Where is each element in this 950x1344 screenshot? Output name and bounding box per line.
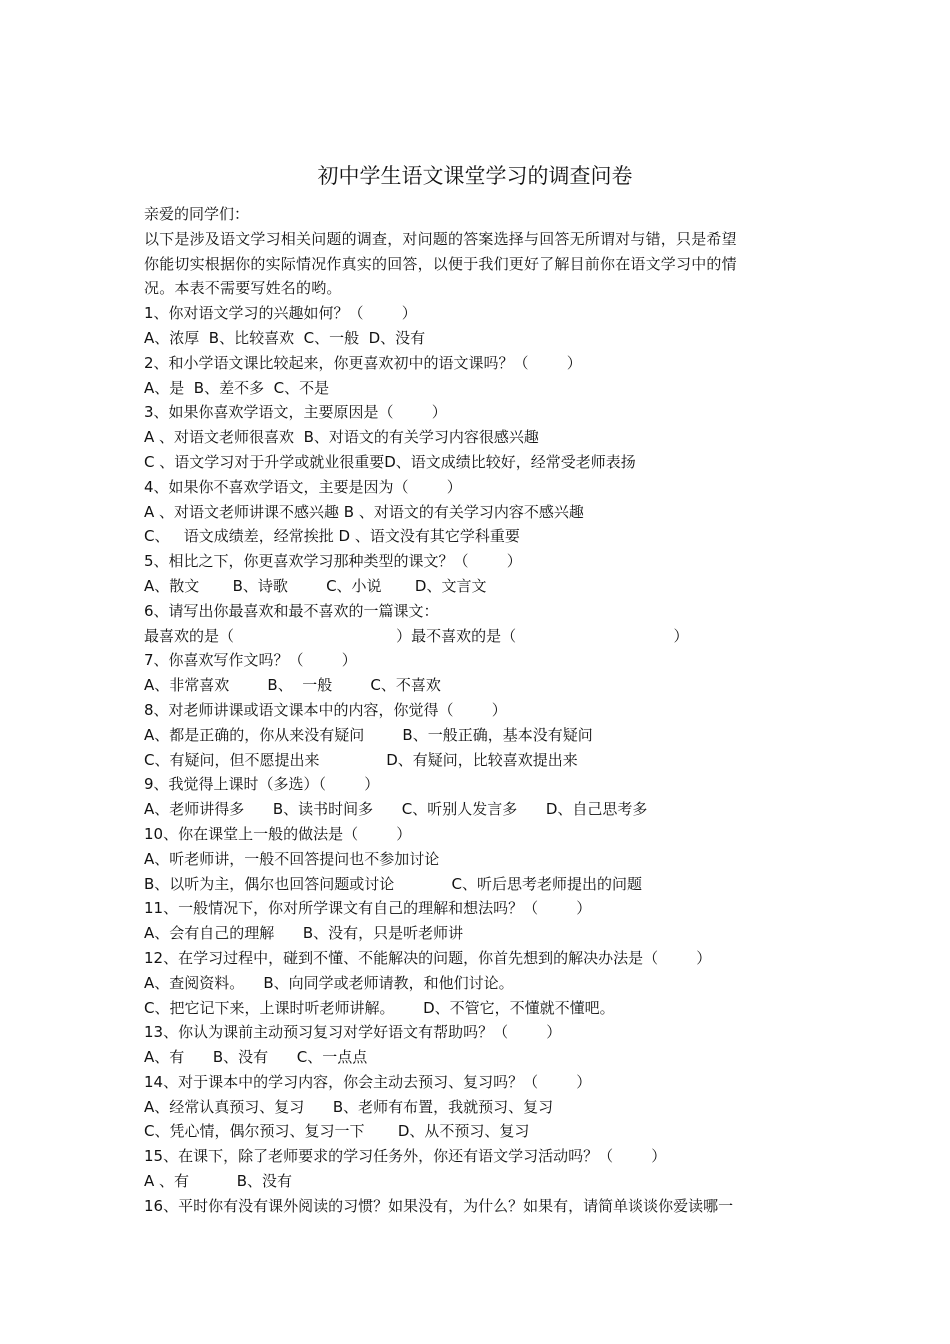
question-9: 9、我觉得上课时（多选）（ ） [144, 775, 380, 794]
question-3: 3、如果你喜欢学语文，主要原因是（ ） [144, 403, 447, 422]
question-4-options: C、 语文成绩差，经常挨批 D 、语文没有其它学科重要 [144, 527, 520, 546]
question-6-answer-line: 最喜欢的是（ ）最不喜欢的是（ ） [144, 626, 689, 645]
question-3-options: C 、语文学习对于升学或就业很重要D、语文成绩比较好，经常受老师表扬 [144, 452, 636, 471]
question-3-options: A 、对语文老师很喜欢 B、对语文的有关学习内容很感兴趣 [144, 428, 539, 447]
question-5-options: A、散文 B、诗歌 C、小说 D、文言文 [144, 576, 487, 595]
intro-line: 以下是涉及语文学习相关问题的调查，对问题的答案选择与回答无所谓对与错，只是希望 [144, 229, 737, 248]
question-11: 11、一般情况下，你对所学课文有自己的理解和想法吗？（ ） [144, 899, 592, 918]
question-6: 6、请写出你最喜欢和最不喜欢的一篇课文： [144, 601, 439, 620]
question-15: 15、在课下，除了老师要求的学习任务外，你还有语文学习活动吗？（ ） [144, 1147, 667, 1166]
page-title: 初中学生语文课堂学习的调查问卷 [317, 164, 633, 188]
question-13-options: A、有 B、没有 C、一点点 [144, 1048, 368, 1067]
greeting-line: 亲爱的同学们： [144, 205, 250, 223]
question-4-options: A 、对语文老师讲课不感兴趣 B 、对语文的有关学习内容不感兴趣 [144, 502, 584, 521]
question-14: 14、对于课本中的学习内容，你会主动去预习、复习吗？（ ） [144, 1072, 592, 1091]
question-2-options: A、是 B、差不多 C、不是 [144, 378, 330, 397]
question-2: 2、和小学语文课比较起来，你更喜欢初中的语文课吗？（ ） [144, 353, 582, 372]
question-7-options: A、非常喜欢 B、 一般 C、不喜欢 [144, 676, 441, 695]
intro-line: 你能切实根据你的实际情况作真实的回答，以便于我们更好了解目前你在语文学习中的情 [144, 254, 737, 273]
question-12-options: A、查阅资料。 B、向同学或老师请教，和他们讨论。 [144, 973, 514, 992]
question-10: 10、你在课堂上一般的做法是（ ） [144, 824, 412, 843]
question-14-options: A、经常认真预习、复习 B、老师有布置，我就预习、复习 [144, 1097, 554, 1116]
question-4: 4、如果你不喜欢学语文，主要是因为（ ） [144, 477, 462, 496]
question-1-options: A、浓厚 B、比较喜欢 C、一般 D、没有 [144, 328, 426, 347]
question-13: 13、你认为课前主动预习复习对学好语文有帮助吗？（ ） [144, 1023, 562, 1042]
question-8-options: A、都是正确的，你从来没有疑问 B、一般正确，基本没有疑问 [144, 725, 593, 744]
question-8-options: C、有疑问，但不愿提出来 D、有疑问，比较喜欢提出来 [144, 750, 578, 769]
question-9-options: A、老师讲得多 B、读书时间多 C、听别人发言多 D、自己思考多 [144, 800, 648, 819]
question-5: 5、相比之下，你更喜欢学习那种类型的课文？（ ） [144, 552, 522, 571]
question-14-options: C、凭心情，偶尔预习、复习一下 D、从不预习、复习 [144, 1122, 530, 1141]
question-15-options: A 、有 B、没有 [144, 1172, 293, 1191]
question-16: 16、平时你有没有课外阅读的习惯？如果没有，为什么？如果有，请简单谈谈你爱读哪一 [144, 1196, 734, 1215]
question-11-options: A、会有自己的理解 B、没有，只是听老师讲 [144, 924, 464, 943]
document-body [144, 202, 808, 1219]
question-10-options: A、听老师讲，一般不回答提问也不参加讨论 [144, 849, 440, 868]
intro-line: 况。本表不需要写姓名的哟。 [144, 279, 342, 298]
question-10-options: B、以听为主，偶尔也回答问题或讨论 C、听后思考老师提出的问题 [144, 874, 642, 893]
question-12: 12、在学习过程中，碰到不懂、不能解决的问题，你首先想到的解决办法是（ ） [144, 948, 712, 967]
question-1: 1、你对语文学习的兴趣如何？（ ） [144, 304, 417, 323]
question-8: 8、对老师讲课或语文课本中的内容，你觉得（ ） [144, 700, 507, 719]
question-7: 7、你喜欢写作文吗？（ ） [144, 651, 357, 670]
question-12-options: C、把它记下来，上课时听老师讲解。 D、不管它，不懂就不懂吧。 [144, 998, 615, 1017]
